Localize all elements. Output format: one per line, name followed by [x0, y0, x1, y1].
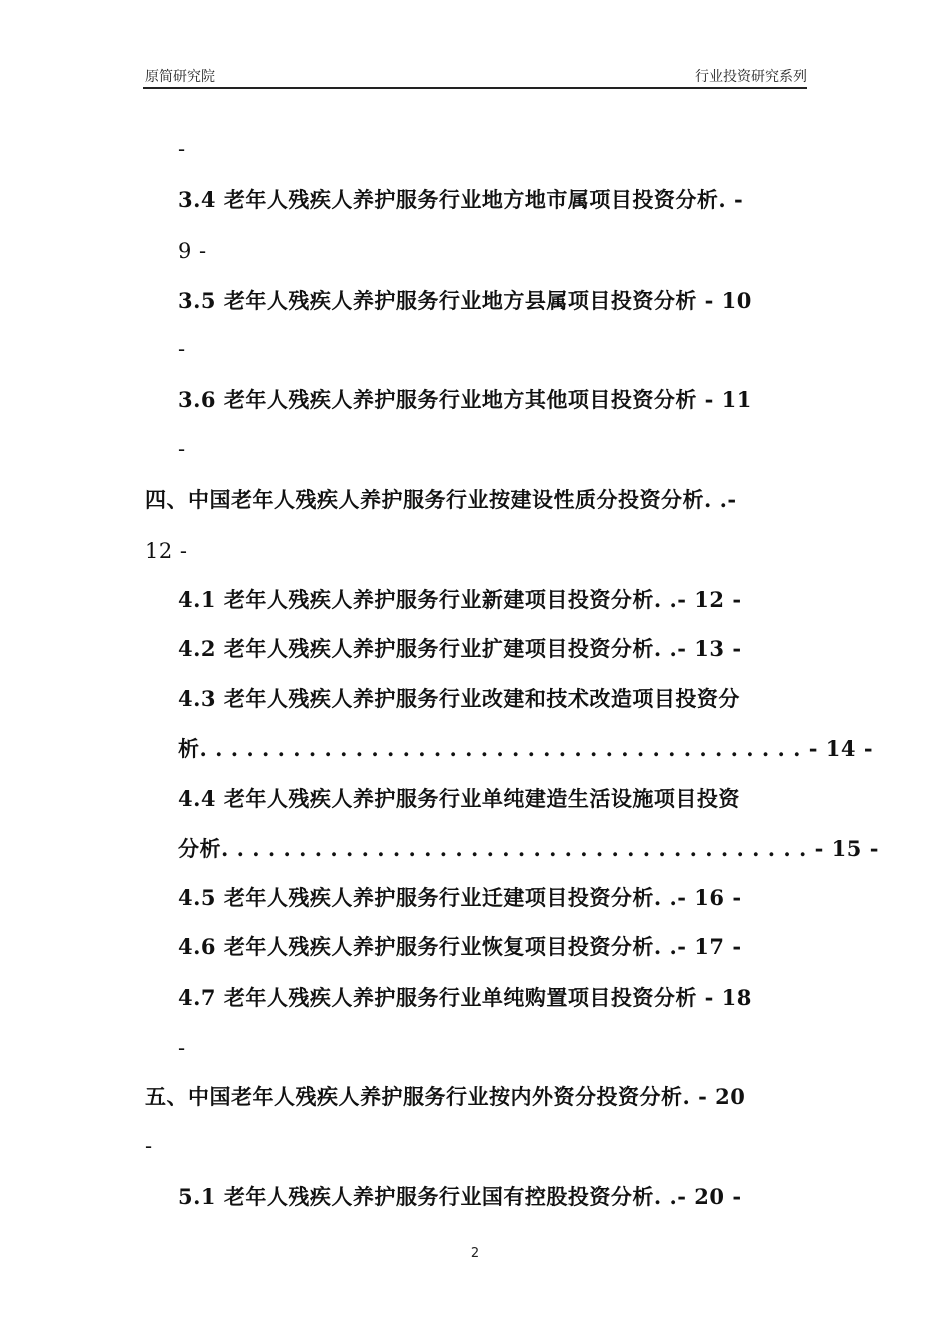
toc-entry-3-6[interactable]: 3.6 老年人残疾人养护服务行业地方其他项目投资分析 - 11	[178, 387, 752, 412]
toc-entry-4-7[interactable]: 4.7 老年人残疾人养护服务行业单纯购置项目投资分析 - 18	[178, 985, 752, 1010]
toc-entry-4-3[interactable]: 4.3 老年人残疾人养护服务行业改建和技术改造项目投资分	[178, 686, 740, 711]
toc-entry-5-1[interactable]: 5.1 老年人残疾人养护服务行业国有控股投资分析. .- 20 -	[178, 1184, 742, 1209]
toc-line: -	[178, 437, 186, 461]
toc-line: -	[145, 1134, 153, 1158]
toc-entry-3-5[interactable]: 3.5 老年人残疾人养护服务行业地方县属项目投资分析 - 10	[178, 288, 752, 313]
header-organization: 原简研究院	[145, 69, 215, 85]
toc-line: -	[178, 337, 186, 361]
toc-line: -	[178, 137, 186, 161]
toc-entry-4-2[interactable]: 4.2 老年人残疾人养护服务行业扩建项目投资分析. .- 13 -	[178, 636, 742, 661]
toc-line: 分析. . . . . . . . . . . . . . . . . . . . . . . . . . . . . . . . . . . . . . - 15 -	[178, 836, 879, 861]
toc-line: 9 -	[178, 239, 207, 263]
toc-entry-4-4[interactable]: 4.4 老年人残疾人养护服务行业单纯建造生活设施项目投资	[178, 786, 740, 811]
toc-line: 12 -	[145, 539, 188, 563]
toc-entry-4-5[interactable]: 4.5 老年人残疾人养护服务行业迁建项目投资分析. .- 16 -	[178, 885, 742, 910]
toc-entry-chapter-4[interactable]: 四、中国老年人残疾人养护服务行业按建设性质分投资分析. .-	[145, 487, 737, 512]
toc-line: -	[178, 1036, 186, 1060]
toc-entry-3-4[interactable]: 3.4 老年人残疾人养护服务行业地方地市属项目投资分析. -	[178, 187, 744, 212]
page-number: 2	[470, 1246, 480, 1261]
toc-entry-4-6[interactable]: 4.6 老年人残疾人养护服务行业恢复项目投资分析. .- 17 -	[178, 934, 742, 959]
toc-line: 析. . . . . . . . . . . . . . . . . . . . . . . . . . . . . . . . . . . . . . . - 14 -	[178, 736, 874, 761]
toc-entry-chapter-5[interactable]: 五、中国老年人残疾人养护服务行业按内外资分投资分析. - 20	[145, 1084, 746, 1109]
header-series-title: 行业投资研究系列	[695, 69, 807, 85]
toc-entry-4-1[interactable]: 4.1 老年人残疾人养护服务行业新建项目投资分析. .- 12 -	[178, 587, 742, 612]
